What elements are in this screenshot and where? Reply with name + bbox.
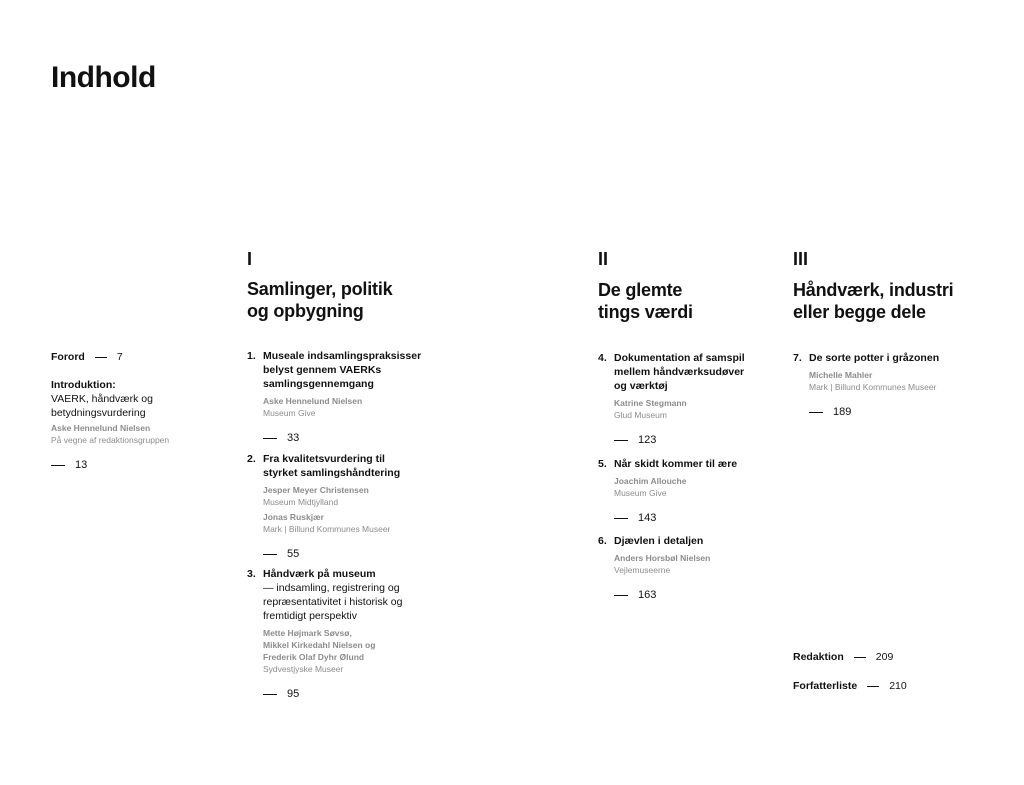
entry-institution: Mark | Billund Kommunes Museer [263,524,391,534]
entry-subtitle-line: repræsentativitet i historisk og [263,596,403,608]
back-label: Redaktion [793,651,844,663]
entry-institution: Museum Midtjylland [263,497,339,507]
intro-author: Aske Hennelund Nielsen [51,423,151,433]
back-label: Forfatterliste [793,680,858,692]
toc-entry-4[interactable] [598,351,768,447]
entry-institution: Museum Give [263,408,316,418]
page-title: Indhold [51,61,156,94]
toc-entry-3[interactable] [247,567,447,701]
entry-title-line: belyst gennem VAERKs [263,364,382,376]
entry-author: Aske Hennelund Nielsen [263,396,363,406]
dash [51,465,65,466]
entry-number: 2. [247,453,256,465]
section-title: De glemte tings værdi [598,280,693,322]
section-numeral: II [598,249,609,269]
dash [809,412,823,413]
entry-institution: Sydvestjyske Museer [263,664,344,674]
dash [95,357,107,358]
dash [614,518,628,519]
entry-title-line: samlingsgennemgang [263,378,374,390]
intro-title-line: VAERK, håndværk og [51,393,153,405]
entry-institution: Mark | Billund Kommunes Museer [809,382,937,392]
entry-title-line: styrket samlingshåndtering [263,467,401,479]
section-numeral: III [793,249,809,269]
entry-title-line: Håndværk på museum [263,568,376,580]
entry-title-line: og værktøj [614,380,668,392]
section-title: Samlinger, politik og opbygning [247,279,393,321]
toc-entry-7[interactable] [793,351,993,419]
intro-entry[interactable] [51,378,181,472]
back-page: 209 [875,651,894,663]
dash [263,554,277,555]
forord-label: Forord [51,351,85,363]
entry-title-line: Djævlen i detaljen [614,535,704,547]
entry-page: 95 [263,687,447,701]
entry-author: Joachim Allouche [614,476,687,486]
entry-number: 5. [598,458,607,470]
forord-page: 7 [116,351,123,363]
entry-author: Frederik Olaf Dyhr Ølund [263,652,365,662]
entry-author: Katrine Stegmann [614,398,687,408]
entry-institution: Vejlemuseerne [614,565,671,575]
entry-title-line: mellem håndværksudøver [614,366,745,378]
entry-institution: Museum Give [614,488,667,498]
entry-author: Jonas Ruskjær [263,512,324,522]
back-page: 210 [889,680,907,692]
entry-number: 7. [793,352,802,364]
entry-title-line: Når skidt kommer til ære [614,458,738,470]
entry-author: Mikkel Kirkedahl Nielsen og [263,640,376,650]
entry-page: 33 [263,431,447,445]
entry-page: 55 [263,547,447,561]
toc-entry-6[interactable] [598,534,768,602]
dash [614,440,628,441]
entry-number: 3. [247,568,256,580]
intro-title-line: betydningsvurdering [51,407,146,419]
entry-title-line: De sorte potter i gråzonen [809,352,940,364]
section-numeral: I [247,249,253,269]
section-title: Håndværk, industri eller begge dele [793,280,954,322]
entry-number: 4. [598,352,607,364]
dash [867,686,879,687]
entry-author: Michelle Mahler [809,370,873,380]
entry-page: 123 [614,433,768,447]
entry-author: Mette Højmark Søvsø, [263,628,352,638]
dash [263,694,277,695]
entry-subtitle-line: — indsamling, registrering og [263,582,400,594]
entry-number: 1. [247,350,256,362]
entry-author: Anders Horsbøl Nielsen [614,553,711,563]
forfatterliste-entry[interactable] [793,679,907,693]
toc-entry-2[interactable] [247,452,447,561]
forord-entry[interactable] [51,350,123,364]
entry-author: Jesper Meyer Christensen [263,485,369,495]
section-2-header [598,249,693,323]
dash [614,595,628,596]
entry-institution: Glud Museum [614,410,667,420]
toc-entry-5[interactable] [598,457,768,525]
redaktion-entry[interactable] [793,650,893,664]
entry-page: 163 [614,588,768,602]
dash [854,657,866,658]
entry-title-line: Museale indsamlingspraksisser [263,350,422,362]
entry-page: 143 [614,511,768,525]
entry-page: 189 [809,405,993,419]
entry-title-line: Fra kvalitetsvurdering til [263,453,385,465]
entry-title-line: Dokumentation af samspil [614,352,745,364]
entry-subtitle-line: fremtidigt perspektiv [263,610,357,622]
section-3-header [793,249,953,323]
intro-page: 13 [51,458,181,472]
section-1-header [247,249,392,322]
intro-label: Introduktion: [51,379,116,391]
toc-entry-1[interactable] [247,349,447,445]
dash [263,438,277,439]
entry-number: 6. [598,535,607,547]
intro-note: På vegne af redaktionsgruppen [51,435,170,445]
